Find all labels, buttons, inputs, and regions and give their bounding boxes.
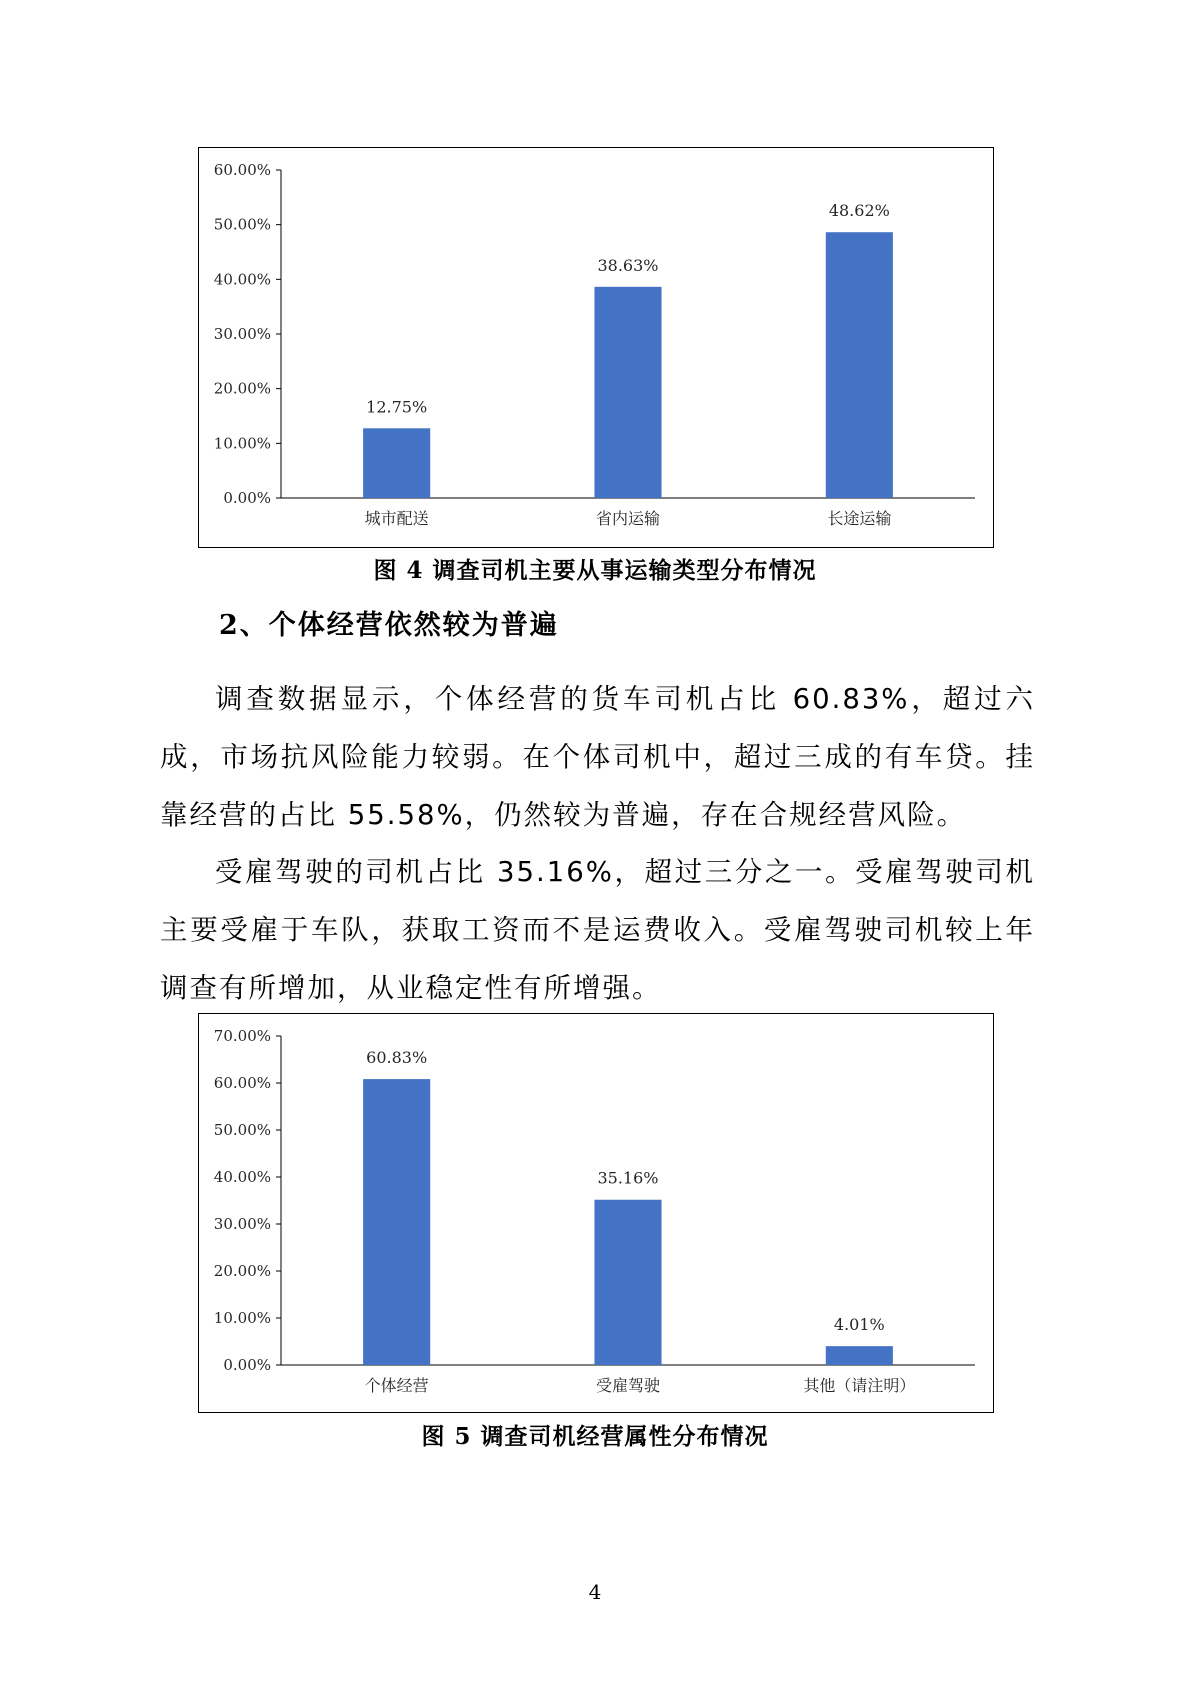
data-label: 60.83% (366, 1048, 428, 1068)
y-tick-label: 0.00% (223, 489, 271, 507)
y-tick-label: 40.00% (213, 1168, 271, 1186)
bar-chart-business-type (199, 1014, 995, 1414)
data-label: 38.63% (597, 255, 659, 275)
page-number: 4 (588, 1580, 602, 1604)
x-category-label: 省内运输 (595, 509, 661, 528)
chart-figure-4 (198, 147, 994, 548)
paragraph-2: 受雇驾驶的司机占比 35.16%，超过三分之一。受雇驾驶司机主要受雇于车队，获取工资而不是运费收入。受雇驾驶司机较上年调查有所增加，从业稳定性有所增强。 (160, 856, 1035, 1004)
data-label: 35.16% (597, 1168, 659, 1188)
figure-4-caption: 图 4 调查司机主要从事运输类型分布情况 (373, 557, 817, 584)
bar (826, 232, 893, 498)
data-label: 12.75% (366, 397, 428, 417)
bar (594, 287, 661, 498)
y-tick-label: 50.00% (213, 215, 271, 234)
y-tick-label: 10.00% (213, 434, 271, 453)
data-label: 48.62% (828, 201, 890, 221)
x-category-label: 受雇驾驶 (595, 1376, 661, 1395)
data-label: 4.01% (833, 1315, 885, 1335)
y-tick-label: 10.00% (213, 1309, 271, 1327)
bar-chart-transport-type (199, 148, 995, 549)
y-tick-label: 70.00% (213, 1027, 271, 1045)
y-tick-label: 30.00% (213, 325, 271, 343)
y-tick-label: 30.00% (213, 1215, 271, 1233)
x-category-label: 其他（请注明） (803, 1376, 916, 1395)
y-tick-label: 20.00% (213, 379, 271, 398)
bar (363, 1079, 430, 1365)
figure-5-caption: 图 5 调查司机经营属性分布情况 (421, 1423, 769, 1450)
x-category-label: 个体经营 (364, 1376, 429, 1395)
y-tick-label: 0.00% (223, 1356, 271, 1374)
y-tick-label: 60.00% (213, 161, 271, 179)
chart-figure-5 (198, 1013, 994, 1413)
paragraph-1: 调查数据显示，个体经营的货车司机占比 60.83%，超过六成，市场抗风险能力较弱。在个体司机中，超过三成的有车贷。挂靠经营的占比 55.58%，仍然较为普遍，存在合规经营风险。 (160, 683, 1035, 831)
bar (594, 1200, 661, 1365)
y-tick-label: 60.00% (213, 1074, 271, 1092)
section-heading: 2、个体经营依然较为普遍 (219, 610, 559, 641)
y-tick-label: 50.00% (213, 1121, 271, 1139)
bar (363, 428, 430, 498)
y-tick-label: 20.00% (213, 1262, 271, 1280)
y-tick-label: 40.00% (213, 270, 271, 289)
x-category-label: 城市配送 (364, 509, 429, 528)
bar (826, 1346, 893, 1365)
x-category-label: 长途运输 (827, 509, 892, 528)
